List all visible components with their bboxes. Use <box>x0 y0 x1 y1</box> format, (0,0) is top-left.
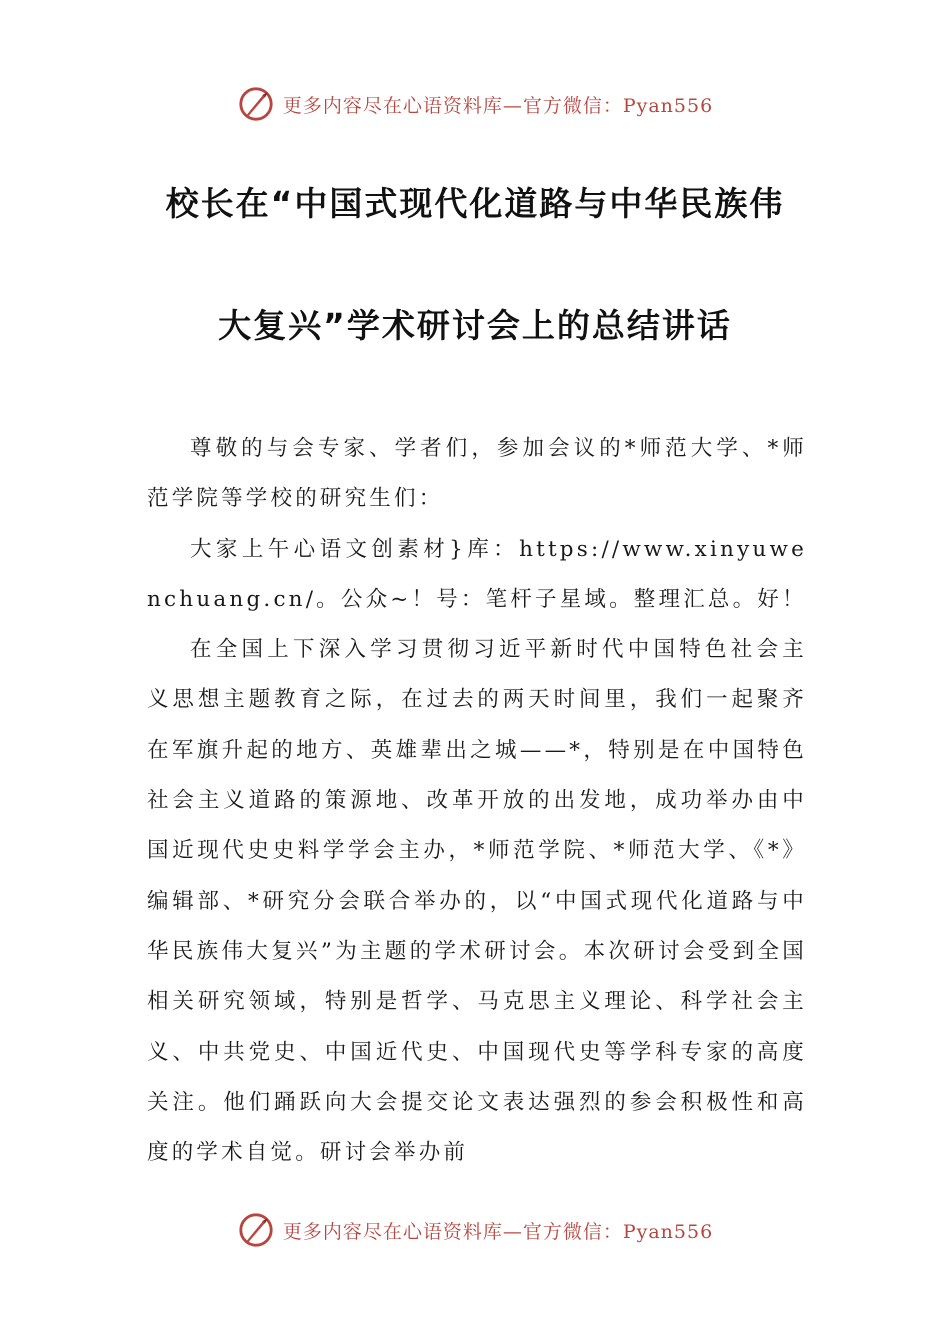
quill-pen-logo-icon <box>237 85 275 123</box>
watermark-text: 更多内容尽在心语资料库—官方微信：Pyan556 <box>282 1220 714 1243</box>
footer-watermark <box>0 1208 950 1252</box>
title-line-1: 校长在“中国式现代化道路与中华民族伟 <box>165 184 785 223</box>
paragraph-greeting: 大家上午心语文创素材}库：https://www.xinyuwenchuang.cn/。公众~！号：笔杆子星域。整理汇总。好！ <box>147 536 807 612</box>
quill-pen-logo-icon <box>237 1211 275 1249</box>
paragraph-salutation: 尊敬的与会专家、学者们，参加会议的*师范大学、*师范学院等学校的研究生们： <box>147 436 807 512</box>
header-watermark <box>0 82 950 126</box>
paragraph-main: 在全国上下深入学习贯彻习近平新时代中国特色社会主义思想主题教育之际，在过去的两天时间里，我们一起聚齐在军旗升起的地方、英雄辈出之城——*，特别是在中国特色社会主义道路的策源地、改革开放的出发地，成功举办由中国近现代史史料学学会主办，*师范学院、*师范大学、《*》编辑部、*研究分会联合举办的，以“中国式现代化道路与中华民族伟大复兴”为主题的学术研讨会。本次研讨会受到全国相关研究领域，特别是哲学、马克思主义理论、科学社会主义、中共党史、中国近代史、中国现代史等学科专家的高度关注。他们踊跃向大会提交论文表达强烈的参会积极性和高度的学术自觉。研讨会举办前 <box>147 637 807 1166</box>
watermark-text: 更多内容尽在心语资料库—官方微信：Pyan556 <box>282 94 714 117</box>
title-line-2: 大复兴”学术研讨会上的总结讲话 <box>218 306 732 345</box>
document-body <box>147 424 807 1178</box>
